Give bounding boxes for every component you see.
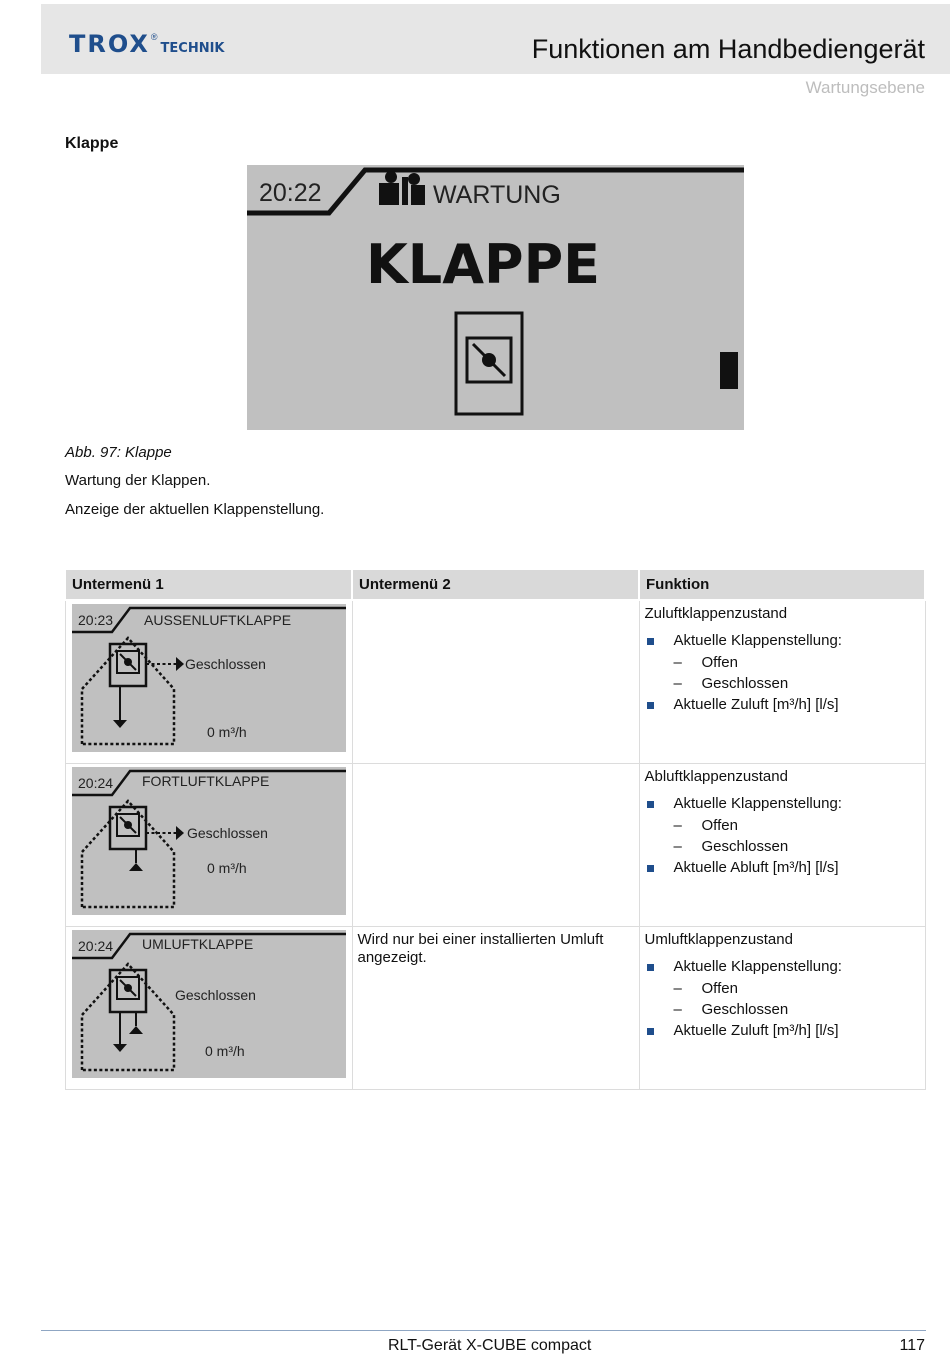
list-item: Aktuelle Klappenstellung: – Offen – Geschlossen bbox=[645, 793, 920, 857]
logo-registered-mark: ® bbox=[150, 32, 158, 42]
page-number: 117 bbox=[899, 1337, 925, 1354]
table-row bbox=[65, 600, 925, 763]
function-title: Abluftklappenzustand bbox=[644, 767, 788, 785]
untermenu2-cell bbox=[352, 763, 639, 926]
footer-divider bbox=[41, 1330, 926, 1331]
fortluftklappe-screen bbox=[72, 767, 346, 915]
funktion-cell bbox=[639, 600, 925, 763]
logo-subtitle: TECHNIK bbox=[160, 41, 225, 56]
svg-text:20:24: 20:24 bbox=[77, 774, 113, 791]
function-list bbox=[645, 793, 920, 879]
table-row bbox=[65, 926, 925, 1089]
klappe-display-figure bbox=[247, 165, 744, 430]
figure-label: KLAPPE bbox=[365, 233, 601, 296]
list-item: – Offen bbox=[674, 652, 920, 673]
list-item: – Geschlossen bbox=[674, 999, 920, 1020]
svg-text:Geschlossen: Geschlossen bbox=[184, 656, 266, 672]
description-line-2: Anzeige der aktuellen Klappenstellung. bbox=[65, 501, 325, 518]
untermenu2-cell: Wird nur bei einer installierten Umluft angezeigt. bbox=[352, 926, 639, 1089]
svg-text:Geschlossen: Geschlossen bbox=[174, 986, 256, 1003]
function-list bbox=[645, 956, 920, 1042]
section-title: Klappe bbox=[65, 135, 119, 152]
untermenu1-cell bbox=[65, 763, 352, 926]
table-header-row bbox=[65, 569, 925, 600]
svg-text:AUSSENLUFTKLAPPE: AUSSENLUFTKLAPPE bbox=[143, 612, 291, 628]
figure-time: 20:22 bbox=[259, 179, 322, 207]
svg-text:20:24: 20:24 bbox=[77, 937, 113, 954]
function-title: Zuluftklappenzustand bbox=[644, 605, 788, 622]
funktion-cell bbox=[639, 763, 925, 926]
list-item: Aktuelle Zuluft [m³/h] [l/s] bbox=[645, 694, 920, 716]
page-title: Funktionen am Handbediengerät bbox=[531, 34, 925, 64]
menu-table bbox=[64, 568, 926, 1090]
umluftklappe-screen bbox=[72, 930, 346, 1078]
list-item: Aktuelle Klappenstellung: – Offen – Geschlossen bbox=[645, 630, 920, 694]
untermenu1-cell bbox=[65, 926, 352, 1089]
column-header-funktion: Funktion bbox=[639, 569, 925, 600]
page-subtitle: Wartungsebene bbox=[805, 78, 925, 97]
figure-caption: Abb. 97: Klappe bbox=[65, 444, 172, 461]
description-line-1: Wartung der Klappen. bbox=[65, 472, 211, 489]
svg-text:Geschlossen: Geschlossen bbox=[186, 824, 268, 841]
logo-wordmark: TROX bbox=[69, 30, 150, 58]
list-item: – Geschlossen bbox=[674, 836, 920, 857]
funktion-cell bbox=[639, 926, 925, 1089]
svg-text:0 m³/h: 0 m³/h bbox=[206, 859, 247, 876]
list-item: – Geschlossen bbox=[674, 673, 920, 694]
page-header bbox=[41, 4, 950, 74]
trox-logo bbox=[69, 30, 225, 58]
svg-text:0 m³/h: 0 m³/h bbox=[204, 1042, 245, 1059]
svg-text:FORTLUFTKLAPPE: FORTLUFTKLAPPE bbox=[141, 772, 269, 789]
aussenluftklappe-screen bbox=[72, 604, 346, 752]
column-header-untermenu2: Untermenü 2 bbox=[352, 569, 639, 600]
svg-text:0 m³/h: 0 m³/h bbox=[206, 724, 247, 740]
scroll-indicator bbox=[720, 352, 738, 389]
untermenu1-cell bbox=[65, 600, 352, 763]
untermenu2-cell bbox=[352, 600, 639, 763]
column-header-untermenu1: Untermenü 1 bbox=[65, 569, 352, 600]
figure-mode: WARTUNG bbox=[433, 181, 561, 209]
list-item: – Offen bbox=[674, 978, 920, 999]
list-item: Aktuelle Abluft [m³/h] [l/s] bbox=[645, 857, 920, 879]
footer-document-title: RLT-Gerät X-CUBE compact bbox=[388, 1337, 592, 1354]
function-list bbox=[645, 630, 920, 716]
function-title: Umluftklappenzustand bbox=[644, 930, 793, 948]
list-item: Aktuelle Klappenstellung: – Offen – Geschlossen bbox=[645, 956, 920, 1020]
table-row bbox=[65, 763, 925, 926]
svg-text:UMLUFTKLAPPE: UMLUFTKLAPPE bbox=[141, 935, 253, 952]
svg-text:20:23: 20:23 bbox=[77, 612, 113, 628]
list-item: Aktuelle Zuluft [m³/h] [l/s] bbox=[645, 1020, 920, 1042]
list-item: – Offen bbox=[674, 815, 920, 836]
